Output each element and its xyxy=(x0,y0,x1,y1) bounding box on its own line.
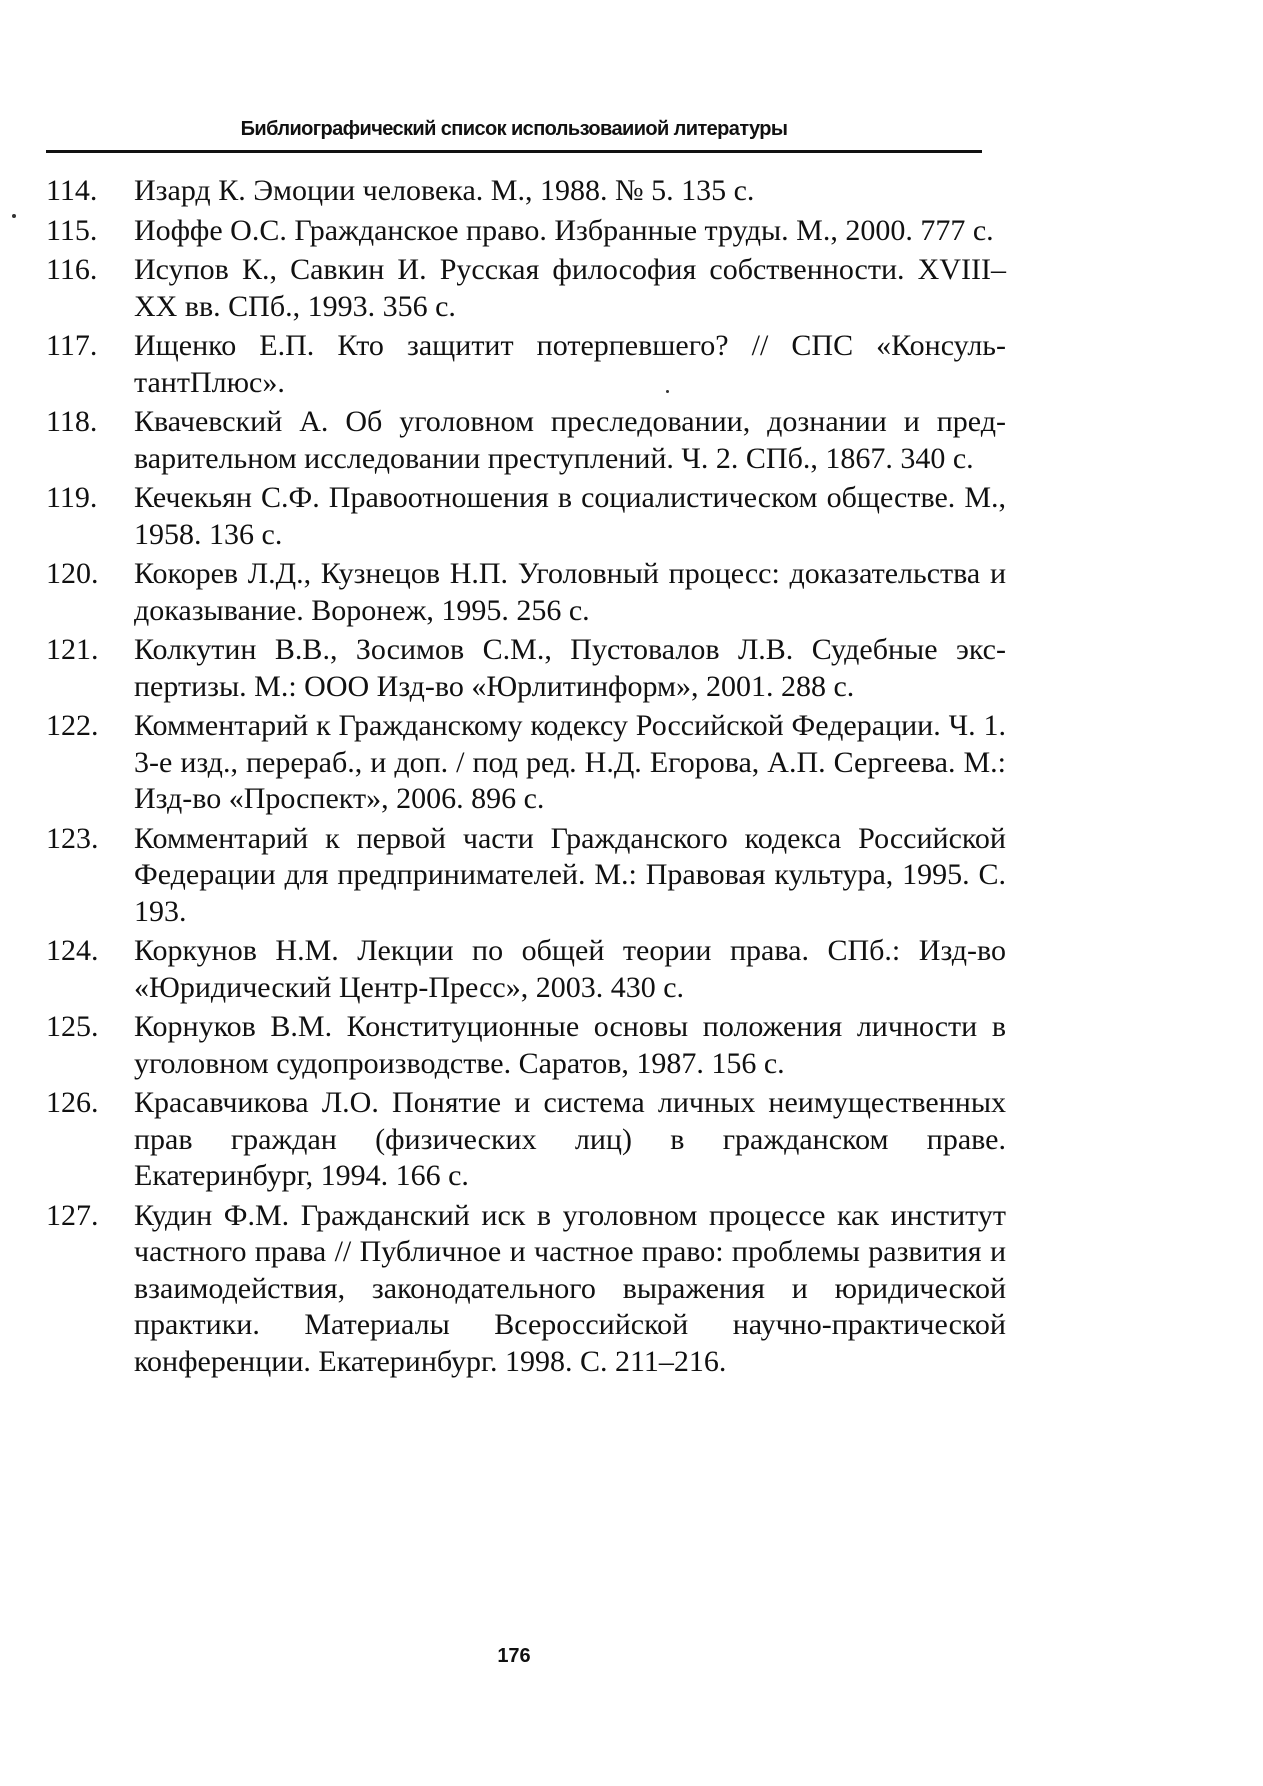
entry-text: Квачевский А. Об уголовном преследовании, дознании и предварительном исследовании преступлений. Ч. 2. СПб., 1867. 340 с. xyxy=(134,405,1006,475)
page-number: 176 xyxy=(497,1645,531,1667)
running-head: Библиографический список использоваииой литературы xyxy=(240,118,788,140)
entry-number: 124. xyxy=(46,934,99,967)
list-item xyxy=(46,173,1006,210)
entry-number: 120. xyxy=(46,557,99,590)
list-item xyxy=(46,1085,1006,1195)
list-item xyxy=(46,480,1006,553)
entry-number: 123. xyxy=(46,821,99,855)
entry-number: 118. xyxy=(46,405,98,438)
list-item xyxy=(46,1198,1006,1381)
entry-text: Кокорев Л.Д., Кузнецов Н.П. Уголовный процесс: доказательства и доказывание. Воронеж, 1995. 256 с. xyxy=(134,557,1006,627)
list-item xyxy=(46,708,1006,818)
entry-text: Кечекьян С.Ф. Правоотношения в социалистическом обществе. М., 1958. 136 с. xyxy=(134,481,1006,551)
entry-text: Кудин Ф.М. Гражданский иск в уголовном процессе как институт частного права // Публичное и частное право: проблемы развития и взаимодействия, законодательного выражения и юридической практики. Материалы Всероссийской научно-практической конференции. Екатеринбург. 1998. С. 211–216. xyxy=(134,1198,1006,1378)
list-item xyxy=(46,632,1006,705)
list-item xyxy=(46,328,1006,401)
entry-text: Исупов К., Савкин И. Русская философия собственности. XVIII–XX вв. СПб., 1993. 356 с. xyxy=(134,253,1006,323)
entry-number: 117. xyxy=(46,329,98,362)
list-item xyxy=(46,404,1006,477)
entry-text: Иоффе О.С. Гражданское право. Избранные труды. М., 2000. 777 с. xyxy=(134,213,994,247)
entry-text: Колкутин В.В., Зосимов С.М., Пустовалов Л.В. Судебные экспертизы. М.: ООО Изд-во «Юрлитинформ», 2001. 288 с. xyxy=(134,633,1006,703)
entry-text: Комментарий к первой части Гражданского кодекса Российской Федерации для предпринимателей. М.: Правовая культура, 1995. С. 193. xyxy=(134,821,1006,928)
list-item xyxy=(46,821,1006,931)
margin-dot xyxy=(12,214,16,218)
list-item xyxy=(46,933,1006,1006)
header-rule xyxy=(46,150,982,153)
entry-number: 116. xyxy=(46,253,98,286)
entry-number: 125. xyxy=(46,1010,99,1043)
entry-number: 114. xyxy=(46,174,98,207)
list-item xyxy=(46,556,1006,629)
entry-number: 115. xyxy=(46,213,98,247)
entry-number: 126. xyxy=(46,1086,99,1119)
entry-number: 121. xyxy=(46,633,99,666)
entry-text: Ищенко Е.П. Кто защитит потерпевшего? // СПС «КонсультантПлюс». xyxy=(134,329,1006,399)
list-item xyxy=(46,1009,1006,1082)
list-item xyxy=(46,213,1006,250)
entry-number: 119. xyxy=(46,481,98,514)
entry-number: 122. xyxy=(46,709,99,742)
entry-text: Коркунов Н.М. Лекции по общей теории права. СПб.: Изд-во «Юридический Центр-Пресс», 2003. 430 с. xyxy=(134,934,1006,1004)
entry-number: 127. xyxy=(46,1198,99,1232)
entry-text: Красавчикова Л.О. Понятие и система личных неимущественных прав граждан (физических лиц) в гражданском праве. Екатеринбург, 1994. 166 с. xyxy=(134,1086,1006,1192)
entry-text: Комментарий к Гражданскому кодексу Российской Федерации. Ч. 1. 3-е изд., перераб., и доп. / под ред. Н.Д. Егорова, А.П. Сергеева. М.: Изд-во «Проспект», 2006. 896 с. xyxy=(134,709,1006,815)
entry-text: Изард К. Эмоции человека. М., 1988. № 5. 135 с. xyxy=(134,174,755,207)
list-item xyxy=(46,252,1006,325)
bibliography-list xyxy=(46,173,1006,1383)
entry-text: Корнуков В.М. Конституционные основы положения личности в уголовном судопроизводстве. Саратов, 1987. 156 с. xyxy=(134,1010,1006,1080)
